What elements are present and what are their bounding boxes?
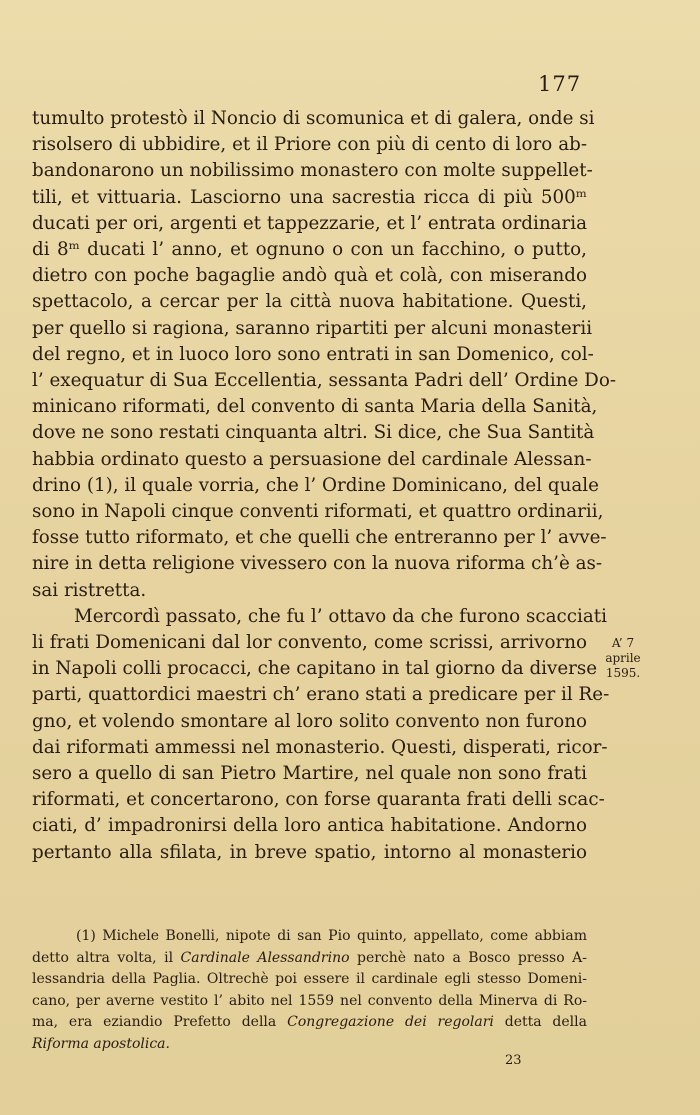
footnote-text: detta della <box>493 1014 587 1030</box>
body-line: fosse tutto riformato, et che quelli che entreranno per l’ avve- <box>32 527 607 549</box>
footnote-italic-term: Congregazione dei regolari <box>287 1014 494 1030</box>
body-line: dai riformati ammessi nel monasterio. Questi, disperati, ricor- <box>32 736 608 758</box>
footnote-italic-term: Cardinale Alessandrino <box>180 949 350 966</box>
footnote-line <box>32 1034 587 1056</box>
body-line: tumulto protestò il Noncio di scomunica et di galera, onde si <box>32 108 595 129</box>
footnote-line: (1) Michele Bonelli, nipote di san Pio quinto, appellato, come abbiam <box>76 928 587 944</box>
footnote <box>32 926 587 1055</box>
footnote-text: detto altra volta, il <box>32 949 181 966</box>
body-line: Mercordì passato, che fu l’ ottavo da che furono scacciati <box>74 605 607 627</box>
footnote-text: ma, era eziandio Prefetto della <box>32 1014 288 1030</box>
body-line: ducati per ori, argenti et tappezzarie, et l’ entrata ordinaria <box>32 212 588 234</box>
body-line: nire in detta religione vivessero con la nuova riforma ch’è as- <box>32 553 603 575</box>
body-line: del regno, et in luoco loro sono entrati in san Domenico, col- <box>32 343 594 365</box>
margin-note-month: aprile <box>605 651 641 665</box>
footnote-line: cano, per averne vestito l’ abito nel 1559 nel convento della Minerva di Ro- <box>32 992 587 1009</box>
body-line: riformati, et concertarono, con forse quaranta frati delli scac- <box>32 789 605 811</box>
margin-note-day: A’ 7 <box>611 636 635 650</box>
margin-note-year: 1595. <box>605 666 641 680</box>
page-number: 177 <box>538 72 582 96</box>
body-line: gno, et volendo smontare al loro solito convento non furono <box>32 710 587 732</box>
body-line: per quello si ragiona, saranno ripartiti per alcuni monasterii <box>32 317 593 339</box>
body-line: bandonarono un nobilissimo monastero con molte suppellet- <box>32 160 593 182</box>
body-line: sai ristretta. <box>32 579 147 601</box>
body-line: risolsero di ubbidire, et il Priore con più di cento di loro ab- <box>32 134 587 156</box>
footnote-line <box>32 1012 587 1034</box>
body-line: minicano riformati, del convento di santa Maria della Sanità, <box>32 396 598 418</box>
footnote-italic-term: Riforma apostolica. <box>32 1035 170 1052</box>
body-text <box>32 106 616 866</box>
signature-mark: 23 <box>505 1053 522 1068</box>
body-line: dietro con poche bagaglie andò quà et colà, con miserando <box>32 265 587 287</box>
body-line: sono in Napoli cinque conventi riformati, et quattro ordinarii, <box>32 501 604 523</box>
body-line: habbia ordinato questo a persuasione del cardinale Alessan- <box>32 448 592 470</box>
footnote-line: lessandria della Paglia. Oltrechè poi essere il cardinale egli stesso Domeni- <box>32 971 587 987</box>
body-line: in Napoli colli procacci, che capitano in tal giorno da diverse <box>32 658 598 680</box>
body-line: tili, et vittuaria. Lasciorno una sacrestia ricca di più 500ᵐ <box>32 186 587 208</box>
body-line: sero a quello di san Pietro Martire, nel quale non sono frati <box>32 763 587 785</box>
body-line: drino (1), il quale vorria, che l’ Ordine Dominicano, del quale <box>32 474 599 496</box>
body-line: l’ exequatur di Sua Eccellentia, sessanta Padri dell’ Ordine Do- <box>32 370 616 392</box>
footnote-text: perchè nato a Bosco presso A- <box>349 949 587 966</box>
body-line: dove ne sono restati cinquanta altri. Si dice, che Sua Santità <box>32 422 595 444</box>
body-line: parti, quattordici maestri ch’ erano stati a predicare per il Re- <box>32 684 610 706</box>
body-line: spettacolo, a cercar per la città nuova habitatione. Questi, <box>32 291 587 313</box>
body-line: ciati, d’ impadronirsi della loro antica habitatione. Andorno <box>32 815 587 837</box>
body-line: di 8ᵐ ducati l’ anno, et ognuno o con un facchino, o putto, <box>32 239 587 261</box>
body-line: pertanto alla sfilata, in breve spatio, intorno al monasterio <box>32 841 587 863</box>
margin-date-note <box>600 636 646 681</box>
body-line: li frati Domenicani dal lor convento, come scrissi, arrivorno <box>32 632 587 654</box>
footnote-line <box>32 948 587 970</box>
